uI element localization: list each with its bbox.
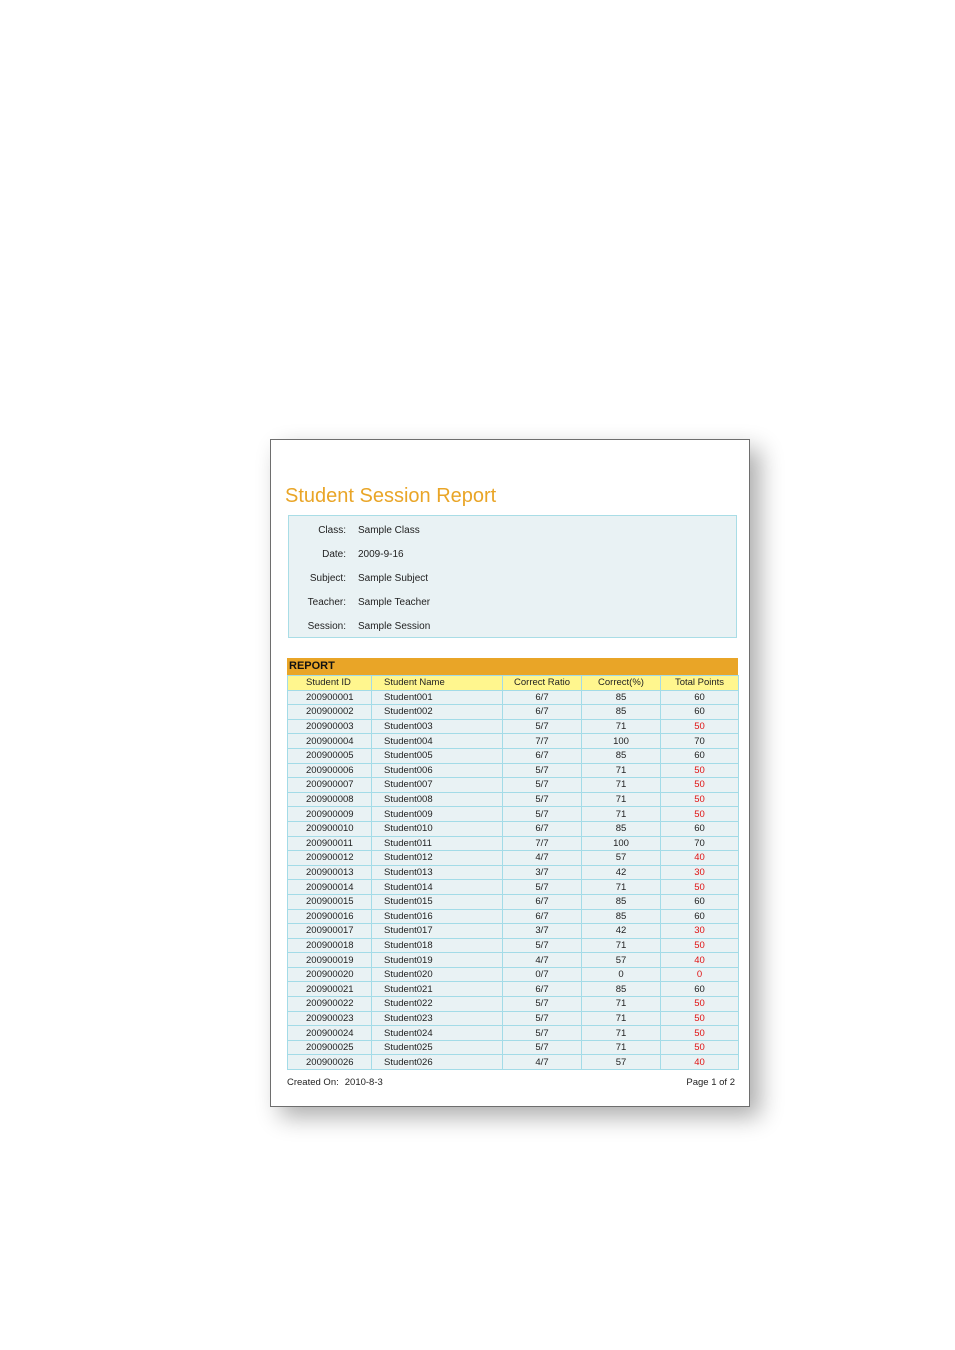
cell-student-id: 200900018: [288, 938, 372, 953]
table-row: [288, 1040, 739, 1055]
cell-correct-percent: 85: [582, 909, 661, 924]
cell-student-name: Student015: [372, 894, 503, 909]
cell-student-name: Student013: [372, 865, 503, 880]
cell-student-name: Student008: [372, 792, 503, 807]
table-row: [288, 778, 739, 793]
session-info-panel: [288, 515, 737, 638]
cell-student-id: 200900003: [288, 719, 372, 734]
cell-correct-ratio: 5/7: [503, 1011, 582, 1026]
table-row: [288, 748, 739, 763]
column-header-student-name: Student Name: [372, 676, 503, 691]
cell-student-id: 200900004: [288, 734, 372, 749]
cell-correct-percent: 85: [582, 894, 661, 909]
cell-correct-ratio: 7/7: [503, 734, 582, 749]
cell-student-name: Student009: [372, 807, 503, 822]
cell-student-name: Student018: [372, 938, 503, 953]
cell-correct-ratio: 4/7: [503, 851, 582, 866]
created-on-date: 2010-8-3: [344, 1077, 383, 1088]
cell-correct-percent: 42: [582, 924, 661, 939]
cell-student-id: 200900015: [288, 894, 372, 909]
table-row: [288, 705, 739, 720]
cell-student-name: Student004: [372, 734, 503, 749]
cell-correct-percent: 71: [582, 778, 661, 793]
cell-correct-ratio: 6/7: [503, 894, 582, 909]
cell-student-id: 200900017: [288, 924, 372, 939]
cell-student-name: Student016: [372, 909, 503, 924]
cell-correct-ratio: 5/7: [503, 778, 582, 793]
cell-correct-ratio: 6/7: [503, 748, 582, 763]
cell-total-points: 50: [661, 763, 739, 778]
cell-correct-percent: 71: [582, 1011, 661, 1026]
report-page: [270, 439, 750, 1107]
table-row: [288, 982, 739, 997]
cell-total-points: 60: [661, 821, 739, 836]
cell-student-name: Student026: [372, 1055, 503, 1070]
cell-student-name: Student002: [372, 705, 503, 720]
cell-student-id: 200900021: [288, 982, 372, 997]
column-header-correct-percent: Correct(%): [582, 676, 661, 691]
cell-correct-ratio: 3/7: [503, 865, 582, 880]
cell-student-id: 200900019: [288, 953, 372, 968]
info-label: Class:: [318, 524, 346, 536]
info-value: Sample Session: [358, 620, 431, 632]
info-value: Sample Teacher: [358, 596, 431, 608]
table-row: [288, 880, 739, 895]
cell-student-name: Student024: [372, 1026, 503, 1041]
cell-correct-ratio: 6/7: [503, 821, 582, 836]
cell-student-name: Student021: [372, 982, 503, 997]
cell-correct-percent: 71: [582, 719, 661, 734]
cell-student-name: Student005: [372, 748, 503, 763]
cell-correct-ratio: 5/7: [503, 1026, 582, 1041]
cell-student-name: Student007: [372, 778, 503, 793]
cell-correct-ratio: 6/7: [503, 705, 582, 720]
cell-correct-percent: 71: [582, 880, 661, 895]
cell-correct-ratio: 5/7: [503, 763, 582, 778]
info-label: Session:: [307, 620, 346, 632]
table-row: [288, 1055, 739, 1070]
cell-correct-ratio: 5/7: [503, 880, 582, 895]
results-table: [287, 675, 739, 1070]
column-header-correct-ratio: Correct Ratio: [503, 676, 582, 691]
table-row: [288, 807, 739, 822]
cell-student-name: Student017: [372, 924, 503, 939]
cell-correct-ratio: 5/7: [503, 719, 582, 734]
cell-student-id: 200900012: [288, 851, 372, 866]
cell-correct-ratio: 5/7: [503, 938, 582, 953]
cell-correct-percent: 71: [582, 997, 661, 1012]
cell-total-points: 60: [661, 982, 739, 997]
cell-correct-ratio: 3/7: [503, 924, 582, 939]
cell-student-name: Student023: [372, 1011, 503, 1026]
report-title: Student Session Report: [285, 485, 497, 507]
info-value: Sample Subject: [358, 572, 429, 584]
cell-correct-percent: 71: [582, 807, 661, 822]
cell-correct-ratio: 7/7: [503, 836, 582, 851]
cell-correct-ratio: 5/7: [503, 997, 582, 1012]
cell-student-id: 200900023: [288, 1011, 372, 1026]
column-header-student-id: Student ID: [288, 676, 372, 691]
table-row: [288, 851, 739, 866]
cell-correct-percent: 57: [582, 851, 661, 866]
table-row: [288, 909, 739, 924]
cell-total-points: 30: [661, 865, 739, 880]
cell-student-id: 200900016: [288, 909, 372, 924]
info-label: Teacher:: [307, 596, 346, 608]
cell-student-name: Student003: [372, 719, 503, 734]
cell-student-id: 200900010: [288, 821, 372, 836]
cell-total-points: 60: [661, 909, 739, 924]
cell-total-points: 50: [661, 997, 739, 1012]
cell-student-id: 200900007: [288, 778, 372, 793]
table-row: [288, 894, 739, 909]
cell-student-id: 200900002: [288, 705, 372, 720]
table-row: [288, 924, 739, 939]
info-value: 2009-9-16: [358, 548, 404, 560]
cell-correct-percent: 71: [582, 792, 661, 807]
cell-correct-percent: 85: [582, 705, 661, 720]
cell-student-name: Student019: [372, 953, 503, 968]
cell-total-points: 60: [661, 690, 739, 705]
cell-total-points: 60: [661, 748, 739, 763]
cell-student-id: 200900008: [288, 792, 372, 807]
cell-correct-percent: 57: [582, 1055, 661, 1070]
cell-total-points: 60: [661, 894, 739, 909]
footer-created: [287, 1077, 383, 1088]
table-row: [288, 763, 739, 778]
page-number: Page 1 of 2: [686, 1077, 735, 1088]
cell-correct-percent: 42: [582, 865, 661, 880]
cell-correct-percent: 57: [582, 953, 661, 968]
table-row: [288, 953, 739, 968]
info-row-subject: [289, 571, 428, 585]
table-header-row: [288, 676, 739, 691]
table-row: [288, 719, 739, 734]
cell-correct-ratio: 6/7: [503, 690, 582, 705]
table-row: [288, 792, 739, 807]
cell-total-points: 50: [661, 1026, 739, 1041]
cell-student-id: 200900020: [288, 967, 372, 982]
cell-correct-percent: 100: [582, 836, 661, 851]
cell-student-id: 200900013: [288, 865, 372, 880]
table-row: [288, 690, 739, 705]
table-row: [288, 821, 739, 836]
info-row-session: [289, 619, 430, 633]
cell-student-id: 200900006: [288, 763, 372, 778]
cell-correct-percent: 71: [582, 1026, 661, 1041]
info-label: Subject:: [309, 572, 346, 584]
cell-student-name: Student020: [372, 967, 503, 982]
cell-total-points: 50: [661, 1040, 739, 1055]
table-row: [288, 997, 739, 1012]
cell-total-points: 50: [661, 938, 739, 953]
cell-student-id: 200900024: [288, 1026, 372, 1041]
cell-correct-percent: 71: [582, 1040, 661, 1055]
column-header-total-points: Total Points: [661, 676, 739, 691]
cell-correct-ratio: 5/7: [503, 792, 582, 807]
cell-correct-percent: 85: [582, 690, 661, 705]
cell-total-points: 70: [661, 734, 739, 749]
created-on-label: Created On:: [287, 1077, 339, 1088]
cell-student-id: 200900026: [288, 1055, 372, 1070]
cell-correct-percent: 71: [582, 938, 661, 953]
table-row: [288, 938, 739, 953]
table-row: [288, 967, 739, 982]
report-section-bar: REPORT: [287, 658, 738, 675]
cell-student-name: Student010: [372, 821, 503, 836]
cell-total-points: 30: [661, 924, 739, 939]
cell-correct-percent: 85: [582, 748, 661, 763]
table-row: [288, 734, 739, 749]
cell-student-name: Student022: [372, 997, 503, 1012]
cell-student-id: 200900011: [288, 836, 372, 851]
cell-student-name: Student025: [372, 1040, 503, 1055]
cell-total-points: 50: [661, 807, 739, 822]
cell-student-name: Student001: [372, 690, 503, 705]
cell-student-name: Student011: [372, 836, 503, 851]
cell-total-points: 40: [661, 953, 739, 968]
info-value: Sample Class: [358, 524, 420, 536]
cell-total-points: 0: [661, 967, 739, 982]
cell-correct-ratio: 0/7: [503, 967, 582, 982]
info-row-teacher: [289, 595, 430, 609]
cell-total-points: 70: [661, 836, 739, 851]
cell-correct-percent: 0: [582, 967, 661, 982]
cell-student-id: 200900014: [288, 880, 372, 895]
info-row-class: [289, 523, 420, 537]
cell-student-id: 200900005: [288, 748, 372, 763]
cell-student-id: 200900025: [288, 1040, 372, 1055]
cell-total-points: 40: [661, 1055, 739, 1070]
cell-total-points: 40: [661, 851, 739, 866]
cell-correct-percent: 100: [582, 734, 661, 749]
cell-student-name: Student012: [372, 851, 503, 866]
cell-total-points: 50: [661, 792, 739, 807]
table-row: [288, 836, 739, 851]
cell-total-points: 50: [661, 1011, 739, 1026]
cell-total-points: 50: [661, 880, 739, 895]
table-body: [288, 690, 739, 1069]
cell-correct-percent: 71: [582, 763, 661, 778]
cell-correct-percent: 85: [582, 821, 661, 836]
info-label: Date:: [322, 548, 346, 560]
info-row-date: [289, 547, 404, 561]
cell-correct-ratio: 6/7: [503, 982, 582, 997]
cell-student-id: 200900001: [288, 690, 372, 705]
table-row: [288, 865, 739, 880]
cell-correct-ratio: 4/7: [503, 953, 582, 968]
cell-correct-ratio: 6/7: [503, 909, 582, 924]
cell-student-id: 200900022: [288, 997, 372, 1012]
cell-total-points: 50: [661, 719, 739, 734]
table-row: [288, 1011, 739, 1026]
cell-student-name: Student006: [372, 763, 503, 778]
cell-student-id: 200900009: [288, 807, 372, 822]
cell-total-points: 50: [661, 778, 739, 793]
cell-total-points: 60: [661, 705, 739, 720]
table-row: [288, 1026, 739, 1041]
cell-correct-ratio: 5/7: [503, 807, 582, 822]
cell-correct-percent: 85: [582, 982, 661, 997]
cell-student-name: Student014: [372, 880, 503, 895]
cell-correct-ratio: 4/7: [503, 1055, 582, 1070]
cell-correct-ratio: 5/7: [503, 1040, 582, 1055]
